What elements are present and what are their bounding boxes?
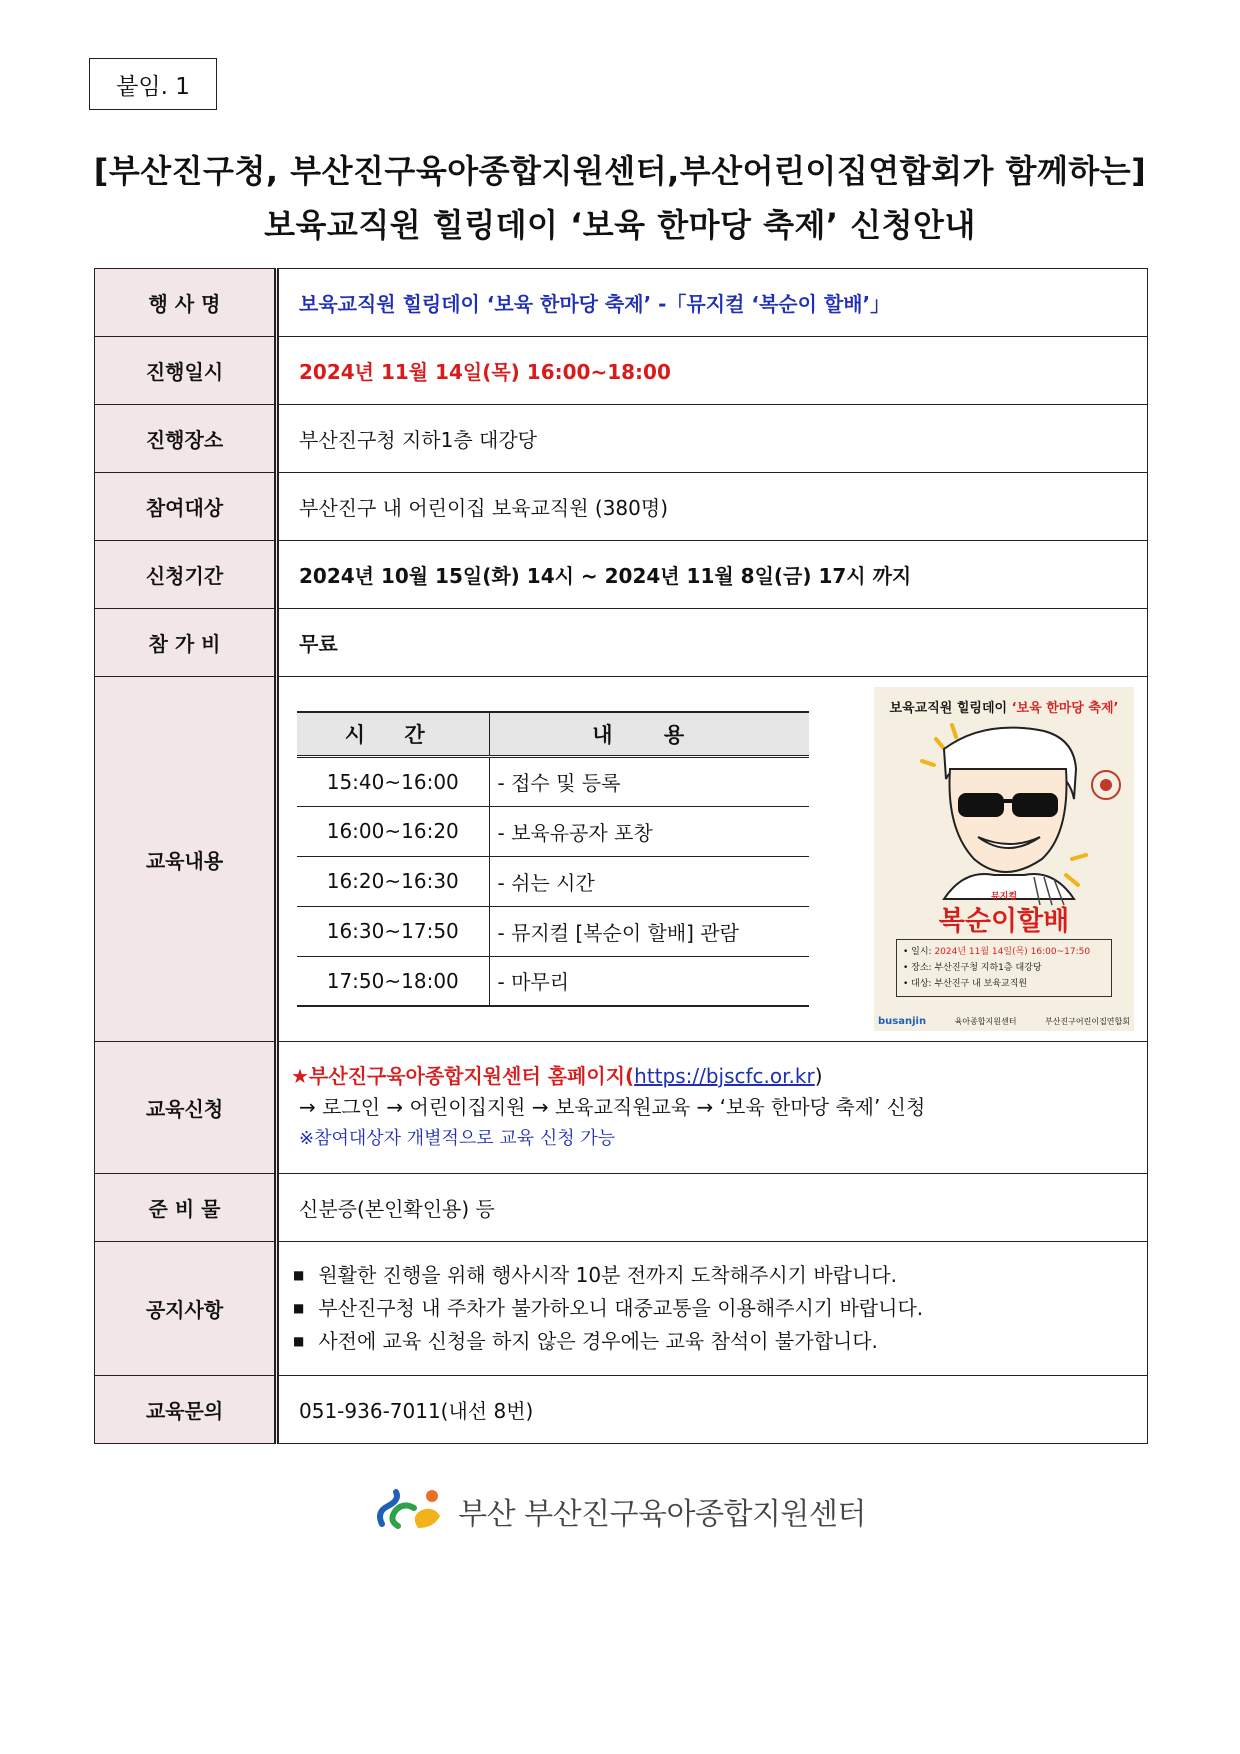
items-value: 신분증(본인확인용) 등 [277,1174,1148,1242]
poster-logo-union: 부산진구어린이집연합회 [1044,1017,1130,1026]
poster-footer [878,1016,1130,1027]
page-title-line1: [부산진구청, 부산진구육아종합지원센터,부산어린이집연합회가 함께하는] [93,152,1147,190]
event-name-value: 보육교직원 힐링데이 ‘보육 한마당 축제’ -「뮤지컬 ‘복순이 할배’」 [277,269,1148,337]
period-value: 2024년 10월 15일(화) 14시 ~ 2024년 11월 8일(금) 17시 까지 [277,541,1148,609]
schedule-time: 16:20~16:30 [297,856,489,906]
fee-label: 참 가 비 [95,609,277,677]
page-title-line2: 보육교직원 힐링데이 ‘보육 한마당 축제’ 신청안내 [264,206,976,244]
row-notice [95,1242,1148,1376]
apply-prefix: ★부산진구육아종합지원센터 홈페이지( [291,1064,635,1088]
apply-suffix: ) [814,1064,823,1088]
target-value: 부산진구 내 어린이집 보육교직원 (380명) [277,473,1148,541]
poster-musical-name: 복순이할배 [938,906,1070,937]
contact-value: 051-936-7011(내선 8번) [277,1376,1148,1444]
row-fee [95,609,1148,677]
notice-item: ■ 사전에 교육 신청을 하지 않은 경우에는 교육 참석이 불가합니다. [293,1325,1147,1358]
row-place [95,405,1148,473]
schedule-content: - 뮤지컬 [복순이 할배] 관람 [489,906,809,956]
apply-label: 교육신청 [95,1042,277,1174]
schedule-time: 16:30~17:50 [297,906,489,956]
row-target [95,473,1148,541]
apply-value [277,1042,1148,1174]
schedule-row [297,756,809,806]
schedule-table [297,711,809,1007]
schedule-time: 16:00~16:20 [297,806,489,856]
poster-title-a: 보육교직원 힐링데이 [889,701,1012,716]
poster-info-date: 2024년 11월 14일(목) 16:00~17:50 [934,947,1091,957]
schedule-content: - 쉬는 시간 [489,856,809,906]
schedule-row [297,806,809,856]
notice-list [293,1259,1147,1358]
notice-label: 공지사항 [95,1242,277,1376]
poster-logo-center: 육아종합지원센터 [954,1017,1017,1026]
notice-value [277,1242,1148,1376]
musical-poster [874,687,1134,1031]
row-period [95,541,1148,609]
row-education [95,677,1148,1042]
target-label: 참여대상 [95,473,277,541]
education-label: 교육내용 [95,677,277,1042]
notice-item: ■ 원활한 진행을 위해 행사시작 10분 전까지 도착해주시기 바랍니다. [293,1259,1147,1292]
poster-info-place: • 장소: 부산진구청 지하1층 대강당 [903,963,1042,973]
poster-info-target: • 대상: 부산진구 내 보육교직원 [903,979,1028,989]
poster-logo-busanjin: busanjin [878,1016,927,1027]
schedule-head-time: 시 간 [297,712,489,756]
grandpa-illustration-icon [874,709,1134,909]
poster-info-box [896,939,1112,997]
event-name-label: 행 사 명 [95,269,277,337]
row-event-name [95,269,1148,337]
apply-line2: → 로그인 → 어린이집지원 → 보육교직원교육 → ‘보육 한마당 축제’ 신청 [299,1095,926,1119]
date-value: 2024년 11월 14일(목) 16:00~18:00 [277,337,1148,405]
notice-item: ■ 부산진구청 내 주차가 불가하오니 대중교통을 이용해주시기 바랍니다. [293,1292,1147,1325]
poster-subtitle: 뮤지컬 [990,892,1018,902]
row-items [95,1174,1148,1242]
schedule-time: 15:40~16:00 [297,756,489,806]
info-table [94,268,1148,1444]
poster-title-b: ‘보육 한마당 축제’ [1011,701,1119,716]
schedule-row [297,906,809,956]
fee-value: 무료 [277,609,1148,677]
homepage-link[interactable]: https://bjscfc.or.kr [634,1064,815,1088]
center-logo-icon [374,1486,450,1536]
date-label: 진행일시 [95,337,277,405]
apply-line1 [291,1061,1147,1092]
apply-note: ※참여대상자 개별적으로 교육 신청 가능 [299,1128,616,1149]
schedule-content: - 접수 및 등록 [489,756,809,806]
poster-info-date-label: • 일시: [903,947,935,957]
row-apply [95,1042,1148,1174]
schedule-time: 17:50~18:00 [297,956,489,1006]
period-label: 신청기간 [95,541,277,609]
schedule-row [297,856,809,906]
items-label: 준 비 물 [95,1174,277,1242]
row-contact [95,1376,1148,1444]
footer-logo [0,1486,1240,1536]
schedule-row [297,956,809,1006]
schedule-head-content: 내 용 [489,712,809,756]
contact-label: 교육문의 [95,1376,277,1444]
education-cell [277,677,1148,1042]
row-date [95,337,1148,405]
place-label: 진행장소 [95,405,277,473]
footer-text: 부산 부산진구육아종합지원센터 [458,1497,866,1532]
schedule-content: - 마무리 [489,956,809,1006]
place-value: 부산진구청 지하1층 대강당 [277,405,1148,473]
attachment-label: 붙임. 1 [89,58,217,110]
schedule-content: - 보육유공자 포창 [489,806,809,856]
